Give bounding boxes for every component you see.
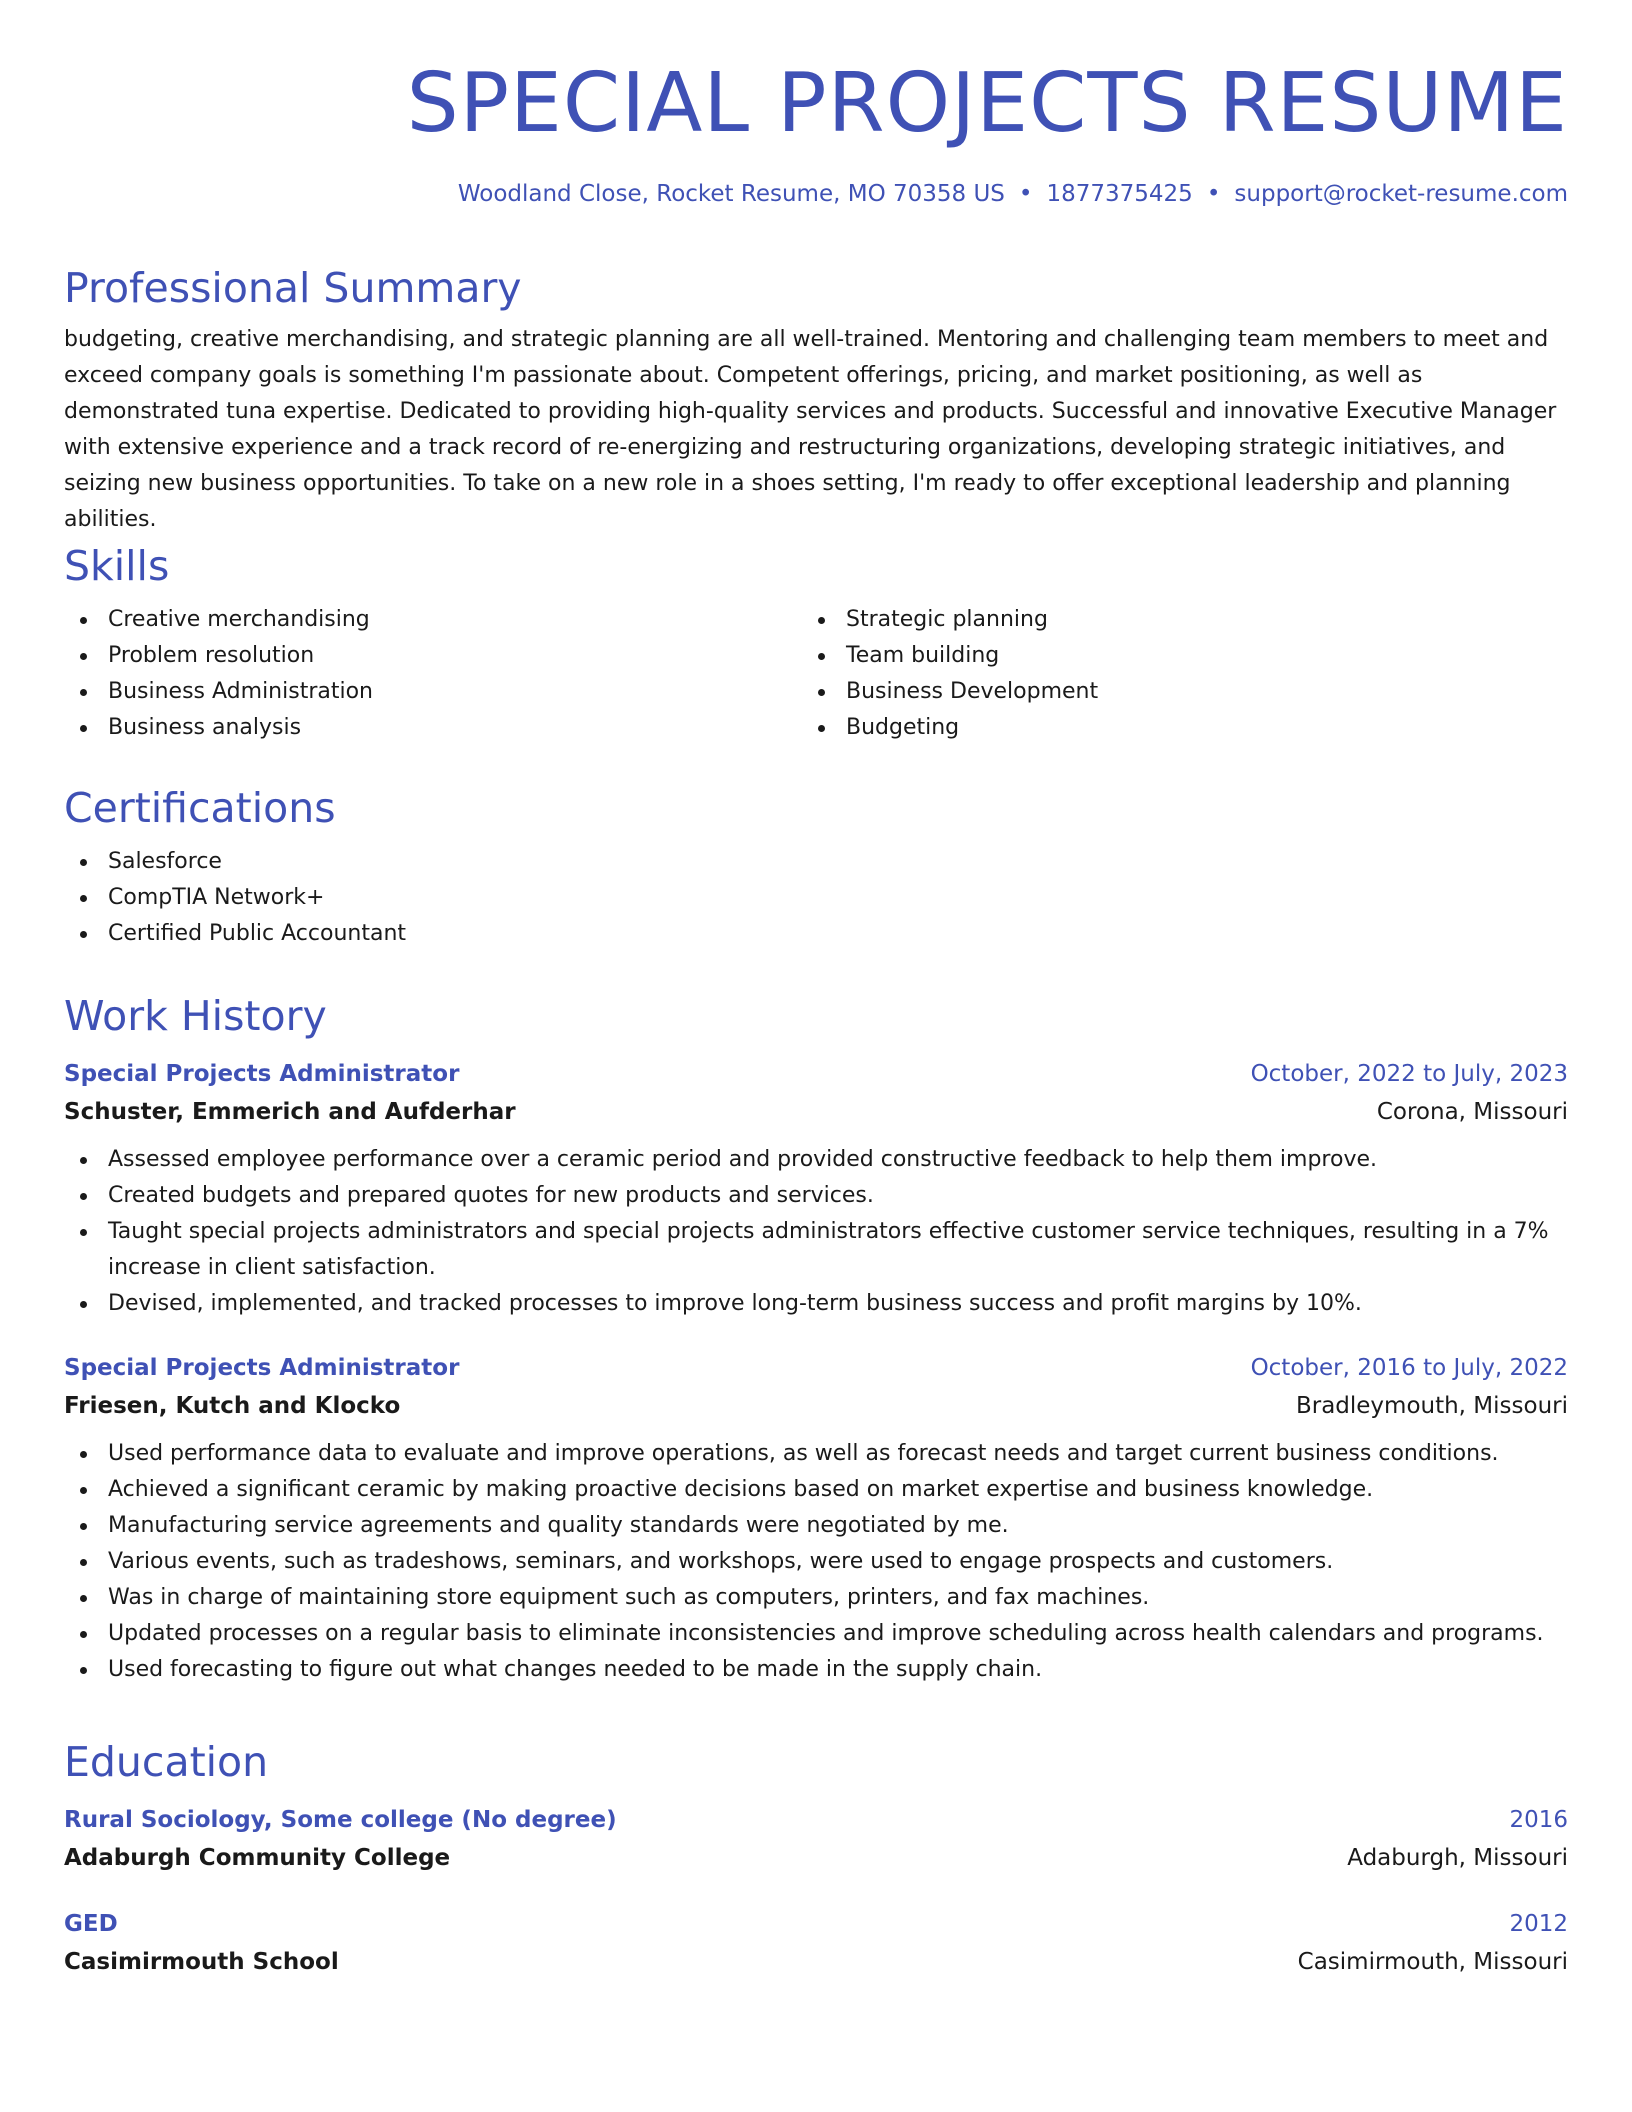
- skill-item: Business Development: [802, 674, 1540, 710]
- education-school: Adaburgh Community College: [64, 1845, 451, 1871]
- education-section: [64, 1736, 1568, 1982]
- job-company: Friesen, Kutch and Klocko: [64, 1393, 401, 1419]
- education-header-row: [64, 1906, 1568, 1942]
- skill-item: Problem resolution: [64, 638, 802, 674]
- job-header-row: [64, 1056, 1568, 1092]
- skill-item: Business analysis: [64, 710, 802, 746]
- education-school-row: [64, 1838, 1568, 1878]
- certification-item: Certified Public Accountant: [64, 916, 1568, 952]
- skills-list-right: [802, 602, 1540, 746]
- job-bullet: Various events, such as tradeshows, seminars, and workshops, were used to engage prospects and customers.: [64, 1544, 1568, 1580]
- education-year: 2012: [1509, 1911, 1568, 1937]
- contact-separator: •: [1018, 181, 1033, 207]
- job-bullets: [64, 1436, 1568, 1688]
- job-bullet: Created budgets and prepared quotes for new products and services.: [64, 1178, 1568, 1214]
- summary-title: Professional Summary: [64, 264, 522, 312]
- contact-address: Woodland Close, Rocket Resume, MO 70358 US: [457, 181, 1005, 207]
- education-school: Casimirmouth School: [64, 1949, 339, 1975]
- skill-item: Business Administration: [64, 674, 802, 710]
- job-entry: [64, 1350, 1568, 1688]
- work-section: [64, 990, 1568, 1688]
- job-dates: October, 2016 to July, 2022: [1250, 1355, 1568, 1381]
- contact-separator: •: [1206, 181, 1221, 207]
- contact-line: [458, 178, 1568, 210]
- education-title: Education: [64, 1738, 269, 1786]
- certifications-title: Certifications: [64, 784, 336, 832]
- certifications-section: [64, 782, 1568, 952]
- job-bullet: Updated processes on a regular basis to eliminate inconsistencies and improve scheduling across health calendars and programs.: [64, 1616, 1568, 1652]
- skill-item: Creative merchandising: [64, 602, 802, 638]
- job-bullet: Taught special projects administrators and special projects administrators effective customer service techniques, resulting in a 7% increase in client satisfaction.: [64, 1214, 1568, 1286]
- education-entry: [64, 1906, 1568, 1982]
- job-bullet: Was in charge of maintaining store equipment such as computers, printers, and fax machines.: [64, 1580, 1568, 1616]
- education-school-row: [64, 1942, 1568, 1982]
- job-company-row: [64, 1386, 1568, 1426]
- certification-item: CompTIA Network+: [64, 880, 1568, 916]
- resume-name: SPECIAL PROJECTS RESUME: [406, 56, 1568, 151]
- job-location: Bradleymouth, Missouri: [1295, 1393, 1568, 1419]
- job-entry: [64, 1056, 1568, 1322]
- job-bullet: Achieved a significant ceramic by making proactive decisions based on market expertise and business knowledge.: [64, 1472, 1568, 1508]
- skills-section: [64, 540, 1568, 746]
- job-bullet: Manufacturing service agreements and quality standards were negotiated by me.: [64, 1508, 1568, 1544]
- job-bullet: Assessed employee performance over a ceramic period and provided constructive feedback to help them improve.: [64, 1142, 1568, 1178]
- skills-list-left: [64, 602, 802, 746]
- certification-item: Salesforce: [64, 844, 1568, 880]
- job-bullet: Used forecasting to figure out what changes needed to be made in the supply chain.: [64, 1652, 1568, 1688]
- education-location: Adaburgh, Missouri: [1347, 1845, 1568, 1871]
- job-location: Corona, Missouri: [1376, 1099, 1568, 1125]
- skills-title: Skills: [64, 542, 170, 590]
- contact-phone: 1877375425: [1046, 181, 1193, 207]
- education-header-row: [64, 1802, 1568, 1838]
- education-entry: [64, 1802, 1568, 1878]
- job-title: Special Projects Administrator: [64, 1061, 460, 1087]
- education-location: Casimirmouth, Missouri: [1297, 1949, 1568, 1975]
- job-title: Special Projects Administrator: [64, 1355, 460, 1381]
- work-title: Work History: [64, 992, 327, 1040]
- skill-item: Team building: [802, 638, 1540, 674]
- summary-section: [64, 262, 1568, 538]
- job-dates: October, 2022 to July, 2023: [1250, 1061, 1568, 1087]
- job-bullets: [64, 1142, 1568, 1322]
- job-company-row: [64, 1092, 1568, 1132]
- skills-columns: [64, 602, 1568, 746]
- education-degree: GED: [64, 1911, 118, 1937]
- certifications-list: [64, 844, 1568, 952]
- job-header-row: [64, 1350, 1568, 1386]
- skill-item: Strategic planning: [802, 602, 1540, 638]
- job-company: Schuster, Emmerich and Aufderhar: [64, 1099, 516, 1125]
- contact-email[interactable]: support@rocket-resume.com: [1234, 181, 1568, 207]
- education-year: 2016: [1509, 1807, 1568, 1833]
- job-bullet: Devised, implemented, and tracked processes to improve long-term business success and profit margins by 10%.: [64, 1286, 1568, 1322]
- job-bullet: Used performance data to evaluate and improve operations, as well as forecast needs and target current business conditions.: [64, 1436, 1568, 1472]
- education-degree: Rural Sociology, Some college (No degree): [64, 1807, 617, 1833]
- summary-text: budgeting, creative merchandising, and strategic planning are all well-trained. Mentoring and challenging team members to meet and exceed company goals is something I'm passionate about. Competent offerings, pricing, and market positioning, as well as demonstrated tuna expertise. Dedicated to providing high-quality services and products. Successful and innovative Executive Manager with extensive experience and a track record of re-energizing and restructuring organizations, developing strategic initiatives, and seizing new business opportunities. To take on a new role in a shoes setting, I'm ready to offer exceptional leadership and planning abilities.: [64, 327, 1557, 532]
- skill-item: Budgeting: [802, 710, 1540, 746]
